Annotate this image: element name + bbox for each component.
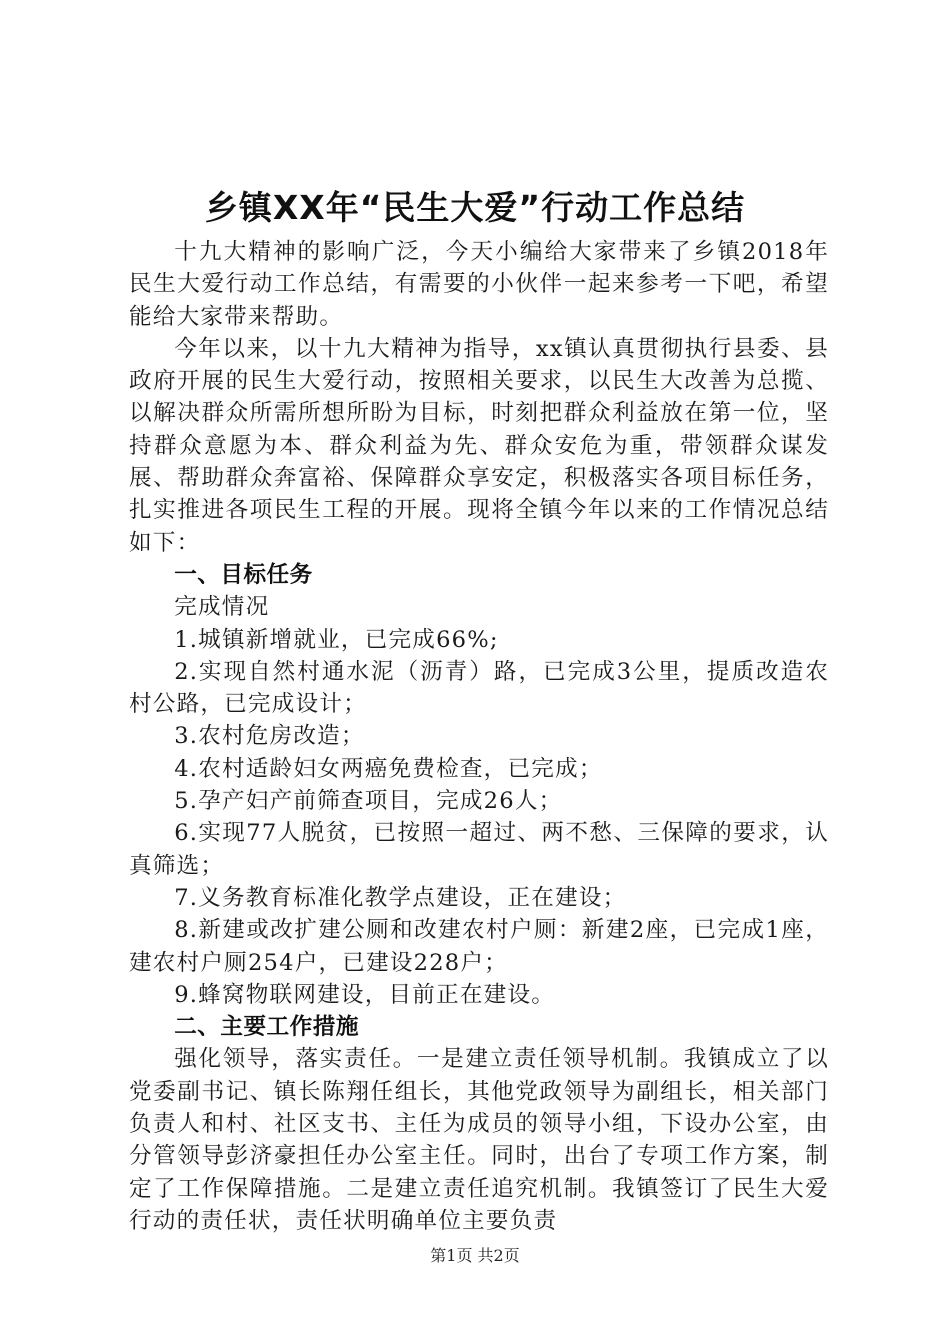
paragraph-intro: 十九大精神的影响广泛，今天小编给大家带来了乡镇2018年民生大爱行动工作总结，有需要的小伙伴一起来参考一下吧，希望能给大家带来帮助。 [129, 239, 829, 330]
document-title: 乡镇XX年“民生大爱”行动工作总结 [204, 188, 746, 227]
list-item: 3.农村危房改造； [174, 723, 365, 750]
list-item: 4.农村适龄妇女两癌免费检查，已完成； [174, 755, 603, 782]
list-item: 8.新建或改扩建公厕和改建农村户厕：新建2座，已完成1座，建农村户厕254户，已建设228户； [129, 917, 829, 976]
list-item: 1.城镇新增就业，已完成66%; [174, 626, 499, 653]
list-item: 7.义务教育标准化教学点建设，正在建设； [174, 884, 627, 911]
list-item: 6.实现77人脱贫，已按照一超过、两不愁、三保障的要求，认真筛选； [129, 820, 829, 879]
subheading-completion: 完成情况 [174, 594, 270, 621]
section-heading-measures: 二、主要工作措施 [174, 1014, 359, 1041]
document-body [129, 236, 829, 1237]
section-heading-goals: 一、目标任务 [174, 561, 313, 588]
list-item: 2.实现自然村通水泥（沥青）路，已完成3公里，提质改造农村公路，已完成设计； [129, 658, 829, 718]
list-item: 9.蜂窝物联网建设，目前正在建设。 [174, 981, 556, 1008]
page-number-footer: 第1页 共2页 [430, 1246, 520, 1265]
paragraph-leadership: 强化领导，落实责任。一是建立责任领导机制。我镇成立了以党委副书记、镇长陈翔任组长，其他党政领导为副组长，相关部门负责人和村、社区支书、主任为成员的领导小组，下设办公室，由分管领导彭济豪担任办公室主任。同时，出台了专项工作方案，制定了工作保障措施。二是建立责任追究机制。我镇签订了民生大爱行动的责任状，责任状明确单位主要负责 [129, 1046, 829, 1234]
list-item: 5.孕产妇产前筛查项目，完成26人； [174, 788, 563, 815]
paragraph-overview: 今年以来，以十九大精神为指导，xx镇认真贯彻执行县委、县政府开展的民生大爱行动，按照相关要求，以民生大改善为总揽、以解决群众所需所想所盼为目标，时刻把群众利益放在第一位，坚持群众意愿为本、群众利益为先、群众安危为重，带领群众谋发展、帮助群众奔富裕、保障群众享安定，积极落实各项目标任务，扎实推进各项民生工程的开展。现将全镇今年以来的工作情况总结如下： [129, 335, 829, 556]
